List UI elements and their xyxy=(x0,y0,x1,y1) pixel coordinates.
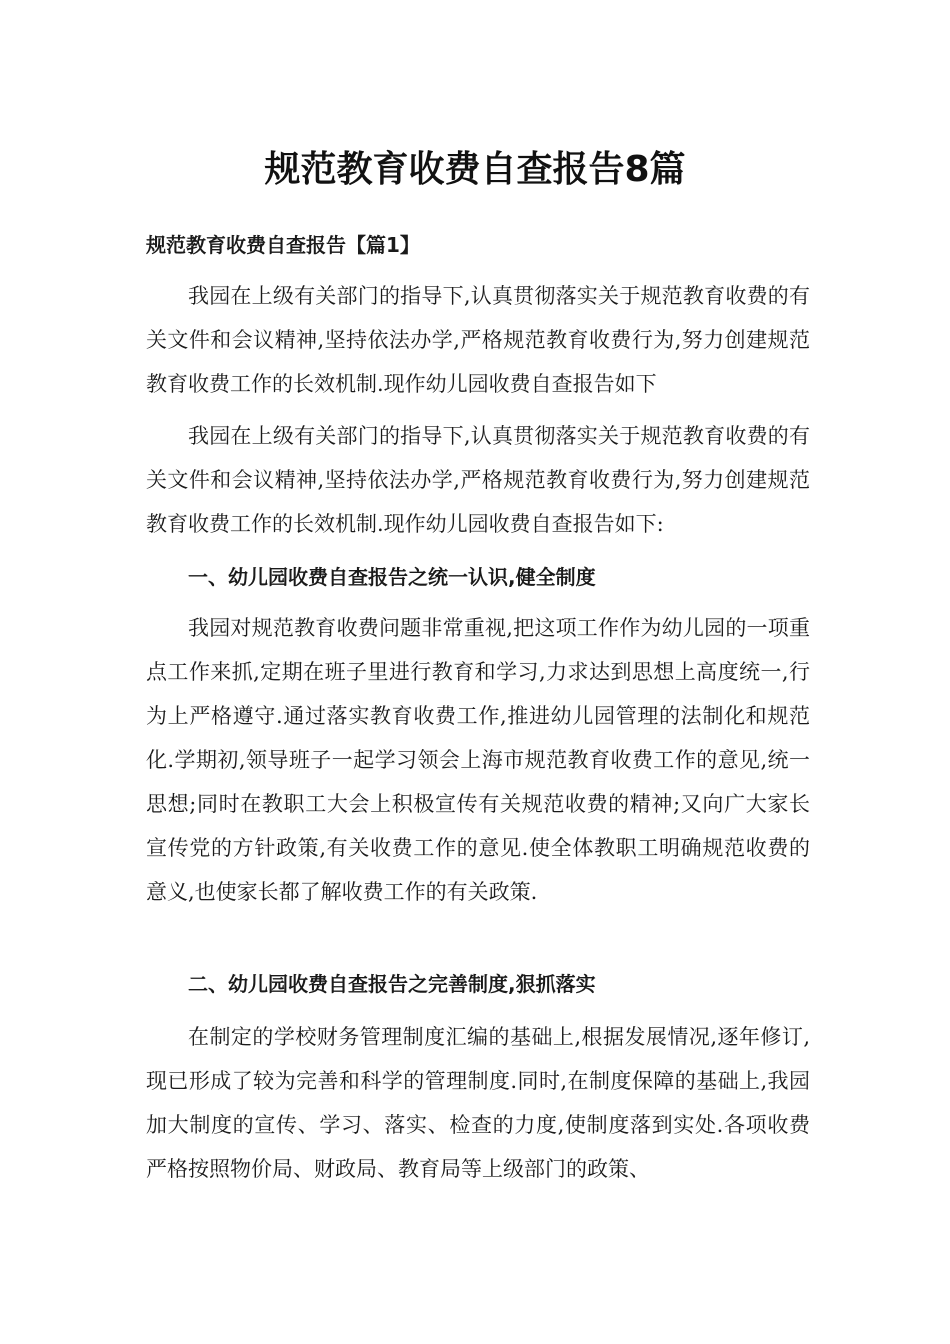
section-title: 规范教育收费自查报告【篇1】 xyxy=(146,233,420,257)
paragraph-intro-2: 我园在上级有关部门的指导下,认真贯彻落实关于规范教育收费的有关文件和会议精神,坚持依法办学,严格规范教育收费行为,努力创建规范教育收费工作的长效机制.现作幼儿园收费自查报告如下: xyxy=(146,424,810,536)
paragraph-improve-system: 在制定的学校财务管理制度汇编的基础上,根据发展情况,逐年修订,现已形成了较为完善和科学的管理制度.同时,在制度保障的基础上,我园加大制度的宣传、学习、落实、检查的力度,使制度落到实处.各项收费严格按照物价局、财政局、教育局等上级部门的政策、 xyxy=(146,1025,810,1181)
document-title: 规范教育收费自查报告8篇 xyxy=(264,149,686,190)
heading-improve-system: 二、幼儿园收费自查报告之完善制度,狠抓落实 xyxy=(188,972,596,996)
heading-unify-understanding: 一、幼儿园收费自查报告之统一认识,健全制度 xyxy=(188,565,596,589)
paragraph-intro-1: 我园在上级有关部门的指导下,认真贯彻落实关于规范教育收费的有关文件和会议精神,坚持依法办学,严格规范教育收费行为,努力创建规范教育收费工作的长效机制.现作幼儿园收费自查报告如下 xyxy=(146,284,810,396)
paragraph-unify-understanding: 我园对规范教育收费问题非常重视,把这项工作作为幼儿园的一项重点工作来抓,定期在班子里进行教育和学习,力求达到思想上高度统一,行为上严格遵守.通过落实教育收费工作,推进幼儿园管理的法制化和规范化.学期初,领导班子一起学习领会上海市规范教育收费工作的意见,统一思想;同时在教职工大会上积极宣传有关规范收费的精神;又向广大家长宣传党的方针政策,有关收费工作的意见.使全体教职工明确规范收费的意义,也使家长都了解收费工作的有关政策. xyxy=(146,616,810,904)
